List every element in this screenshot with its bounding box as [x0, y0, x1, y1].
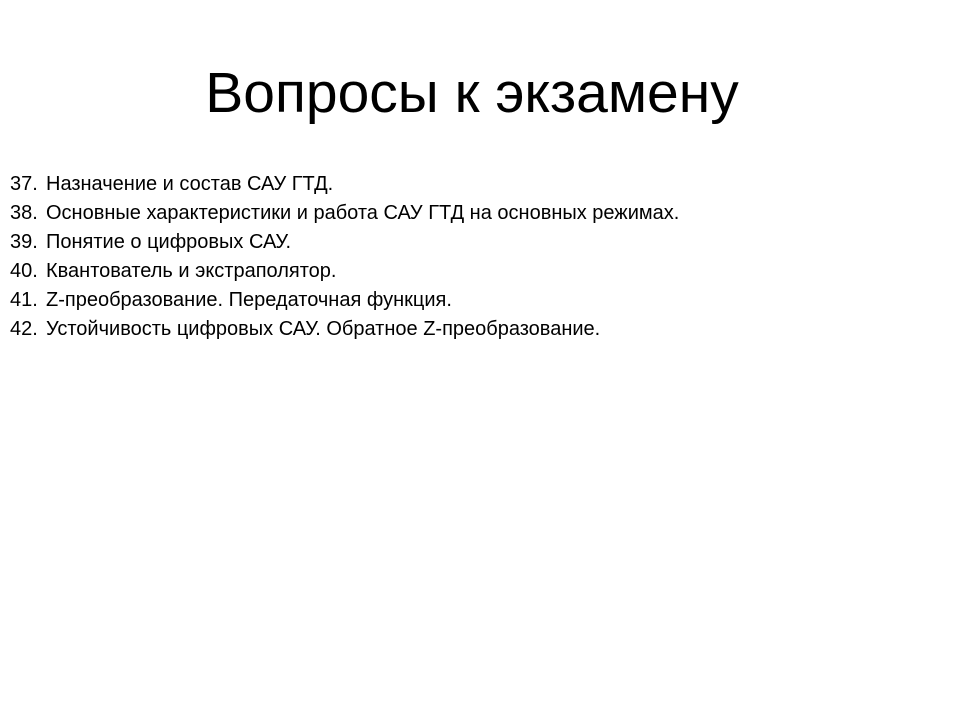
question-item — [10, 286, 940, 315]
question-number: 37. — [10, 173, 38, 195]
question-number: 42. — [10, 318, 38, 340]
question-item — [10, 199, 940, 228]
question-number: 41. — [10, 289, 38, 311]
question-number: 40. — [10, 260, 38, 282]
question-item — [10, 170, 940, 199]
question-text: Назначение и состав САУ ГТД. — [46, 173, 334, 195]
question-text: Устойчивость цифровых САУ. Обратное Z-преобразование. — [46, 318, 601, 340]
question-text: Квантователь и экстраполятор. — [46, 260, 337, 282]
question-item — [10, 257, 940, 286]
question-number: 39. — [10, 231, 38, 253]
question-number: 38. — [10, 202, 38, 224]
question-list — [10, 170, 940, 344]
question-item — [10, 228, 940, 257]
question-text: Основные характеристики и работа САУ ГТД на основных режимах. — [46, 202, 680, 224]
slide-title: Вопросы к экзамену — [205, 61, 739, 125]
question-text: Z-преобразование. Передаточная функция. — [46, 289, 452, 311]
question-text: Понятие о цифровых САУ. — [46, 231, 292, 253]
question-item — [10, 315, 940, 344]
